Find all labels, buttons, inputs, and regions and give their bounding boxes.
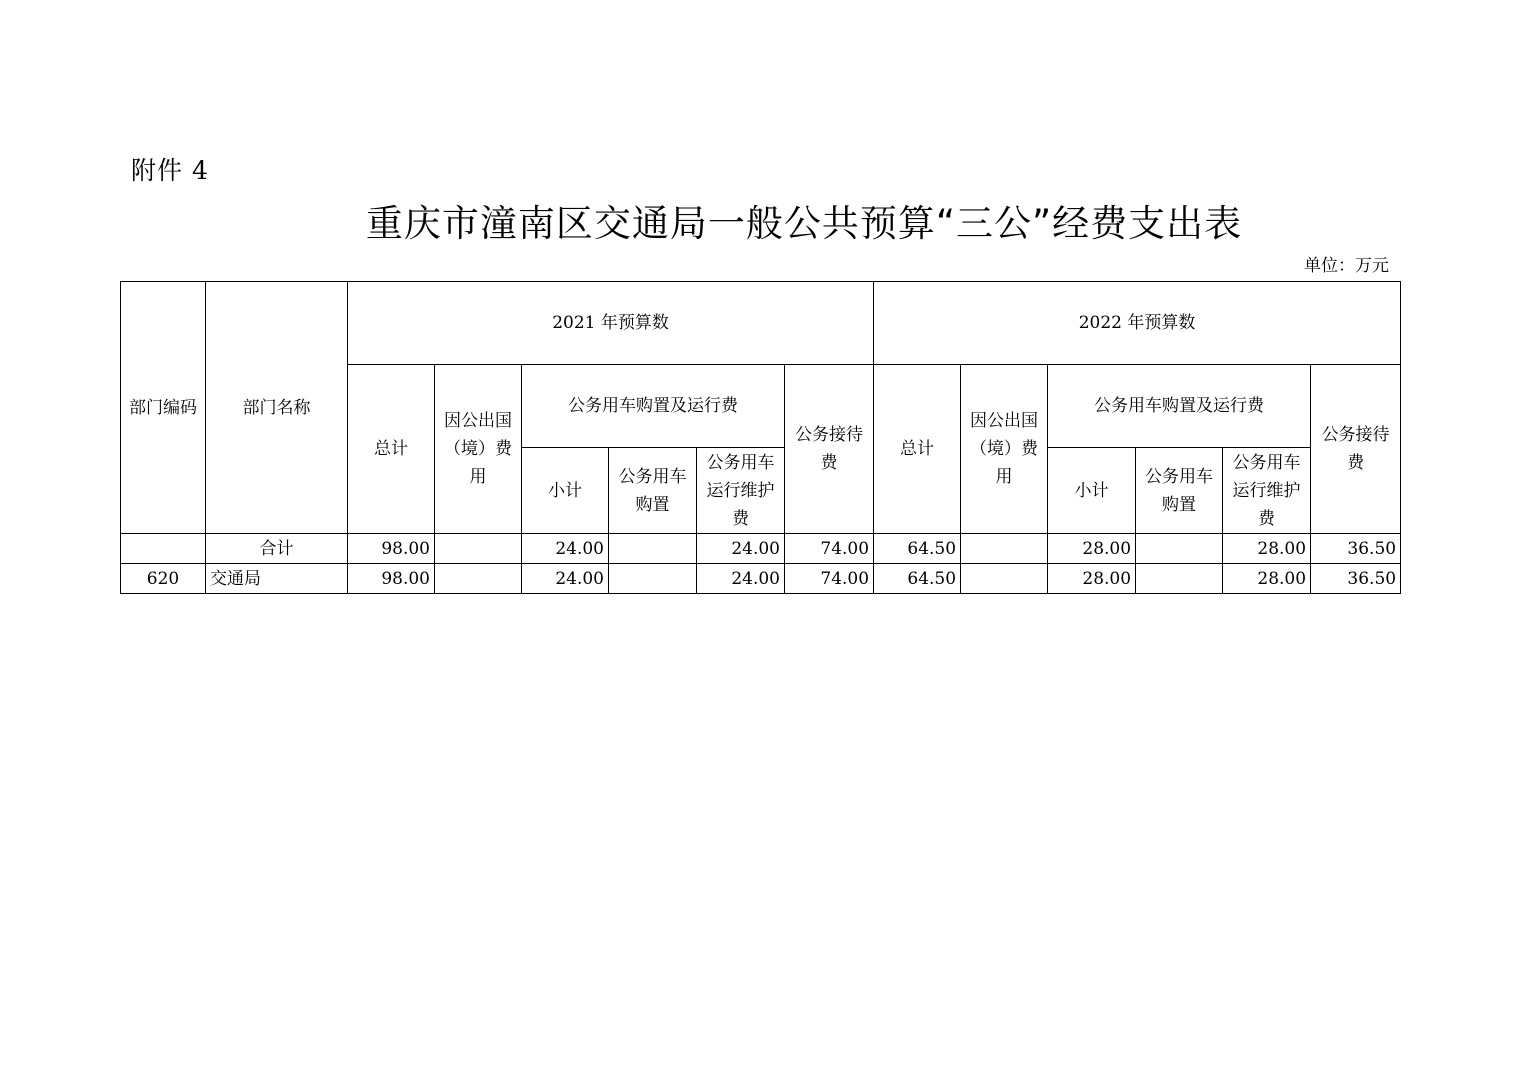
- cell-2022-total: 64.50: [874, 564, 961, 594]
- cell-2021-purchase: [609, 564, 697, 594]
- cell-2022-abroad: [961, 564, 1048, 594]
- header-2021-reception: 公务接待费: [785, 365, 874, 534]
- cell-2022-purchase: [1136, 534, 1223, 564]
- header-2021-total: 总计: [348, 365, 435, 534]
- cell-2021-subtotal: 24.00: [522, 564, 609, 594]
- header-2021-vehicle-purchase: 公务用车购置: [609, 448, 697, 534]
- cell-2022-operation: 28.00: [1223, 564, 1311, 594]
- header-2021-abroad: 因公出国（境）费用: [435, 365, 522, 534]
- cell-2021-reception: 74.00: [785, 534, 874, 564]
- cell-2021-total: 98.00: [348, 534, 435, 564]
- header-2022-vehicle-operation: 公务用车运行维护费: [1223, 448, 1311, 534]
- cell-2022-reception: 36.50: [1311, 564, 1401, 594]
- cell-dept-code: 620: [121, 564, 206, 594]
- cell-2022-operation: 28.00: [1223, 534, 1311, 564]
- cell-2021-total: 98.00: [348, 564, 435, 594]
- header-year-2021: 2021 年预算数: [348, 282, 874, 365]
- cell-2021-purchase: [609, 534, 697, 564]
- cell-2022-subtotal: 28.00: [1048, 534, 1136, 564]
- cell-2021-abroad: [435, 534, 522, 564]
- cell-2021-operation: 24.00: [697, 564, 785, 594]
- page-title: 重庆市潼南区交通局一般公共预算“三公”经费支出表: [365, 202, 1243, 245]
- header-dept-name: 部门名称: [206, 282, 348, 534]
- unit-label: 单位：万元: [1304, 256, 1389, 276]
- budget-table: [120, 281, 1401, 594]
- cell-2021-subtotal: 24.00: [522, 534, 609, 564]
- header-year-2022: 2022 年预算数: [874, 282, 1401, 365]
- table-row-total: [121, 534, 1401, 564]
- cell-dept-code: [121, 534, 206, 564]
- header-2022-total: 总计: [874, 365, 961, 534]
- header-2021-vehicle: 公务用车购置及运行费: [522, 365, 785, 448]
- header-2022-subtotal: 小计: [1048, 448, 1136, 534]
- cell-2022-purchase: [1136, 564, 1223, 594]
- header-2021-subtotal: 小计: [522, 448, 609, 534]
- header-2022-vehicle-purchase: 公务用车购置: [1136, 448, 1223, 534]
- header-2021-vehicle-operation: 公务用车运行维护费: [697, 448, 785, 534]
- header-dept-code: 部门编码: [121, 282, 206, 534]
- header-2022-reception: 公务接待费: [1311, 365, 1401, 534]
- cell-2022-total: 64.50: [874, 534, 961, 564]
- cell-2022-abroad: [961, 534, 1048, 564]
- cell-2022-reception: 36.50: [1311, 534, 1401, 564]
- header-2022-vehicle: 公务用车购置及运行费: [1048, 365, 1311, 448]
- cell-2021-abroad: [435, 564, 522, 594]
- cell-2021-reception: 74.00: [785, 564, 874, 594]
- header-row-years: [121, 282, 1401, 365]
- cell-2021-operation: 24.00: [697, 534, 785, 564]
- cell-dept-name: 合计: [206, 534, 348, 564]
- attachment-label: 附件 4: [131, 156, 209, 185]
- cell-dept-name: 交通局: [206, 564, 348, 594]
- cell-2022-subtotal: 28.00: [1048, 564, 1136, 594]
- header-2022-abroad: 因公出国（境）费用: [961, 365, 1048, 534]
- table-row: [121, 564, 1401, 594]
